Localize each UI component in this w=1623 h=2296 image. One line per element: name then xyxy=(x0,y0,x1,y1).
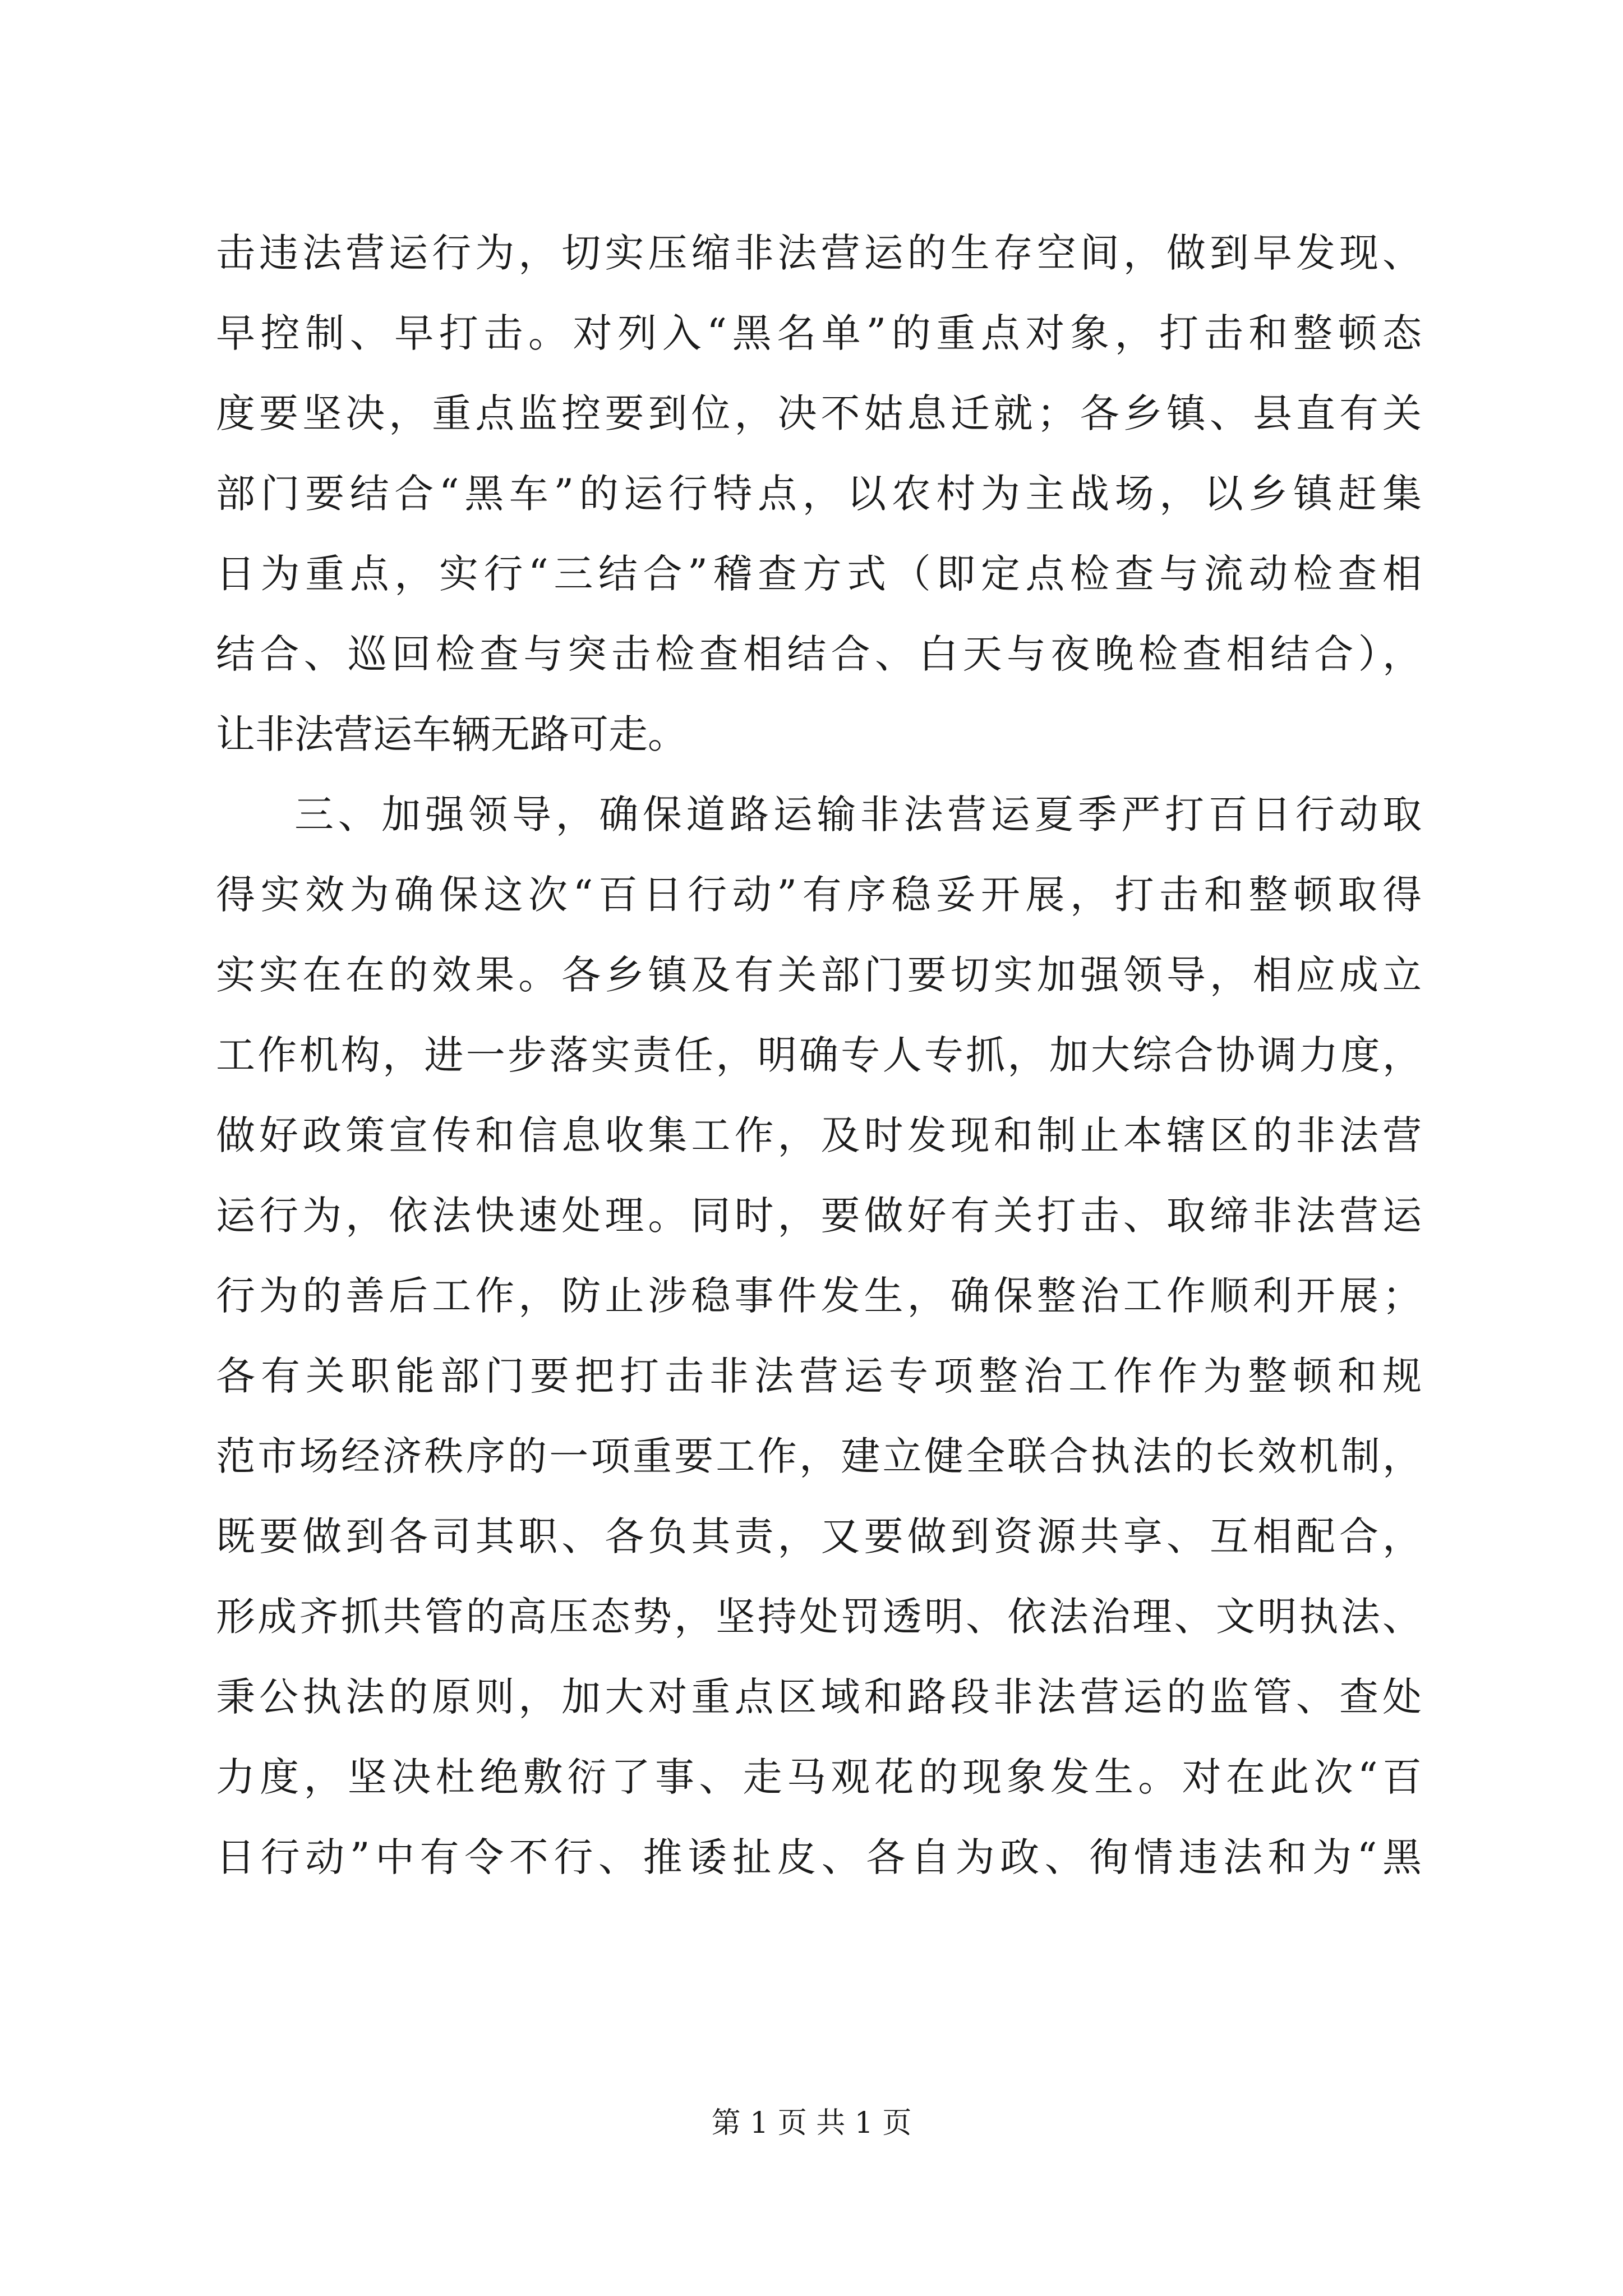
text-line: 既要做到各司其职、各负其责，又要做到资源共享、互相配合， xyxy=(216,1513,1422,1559)
text-line: 秉公执法的原则，加大对重点区域和路段非法营运的监管、查处 xyxy=(216,1674,1422,1720)
text-line: 日行动”中有令不行、推诿扯皮、各自为政、徇情违法和为“黑 xyxy=(216,1834,1422,1880)
text-line: 日为重点，实行“三结合”稽查方式（即定点检查与流动检查相 xyxy=(216,551,1422,597)
text-line: 各有关职能部门要把打击非法营运专项整治工作作为整顿和规 xyxy=(216,1353,1422,1399)
page-footer xyxy=(0,2104,1623,2143)
page-number-label: 第 1 页 共 1 页 xyxy=(711,2106,912,2140)
text-line: 力度，坚决杜绝敷衍了事、走马观花的现象发生。对在此次“百 xyxy=(216,1754,1422,1800)
text-line: 结合、巡回检查与突击检查相结合、白天与夜晚检查相结合）， xyxy=(216,631,1422,677)
text-line: 做好政策宣传和信息收集工作，及时发现和制止本辖区的非法营 xyxy=(216,1112,1422,1158)
text-line: 工作机构，进一步落实责任，明确专人专抓，加大综合协调力度， xyxy=(216,1032,1422,1078)
text-line: 击违法营运行为，切实压缩非法营运的生存空间，做到早发现、 xyxy=(216,230,1422,276)
document-body xyxy=(216,213,1422,1898)
text-line: 早控制、早打击。对列入“黑名单”的重点对象，打击和整顿态 xyxy=(216,310,1422,356)
text-line: 部门要结合“黑车”的运行特点，以农村为主战场，以乡镇赶集 xyxy=(216,471,1422,517)
text-line: 范市场经济秩序的一项重要工作，建立健全联合执法的长效机制， xyxy=(216,1433,1422,1479)
text-line: 让非法营运车辆无路可走。 xyxy=(216,711,687,757)
text-line: 行为的善后工作，防止涉稳事件发生，确保整治工作顺利开展； xyxy=(216,1273,1422,1319)
text-line: 形成齐抓共管的高压态势，坚持处罚透明、依法治理、文明执法、 xyxy=(216,1594,1422,1640)
text-line: 运行为，依法快速处理。同时，要做好有关打击、取缔非法营运 xyxy=(216,1193,1422,1239)
text-line: 得实效为确保这次“百日行动”有序稳妥开展，打击和整顿取得 xyxy=(216,872,1422,918)
section-heading-line: 三、加强领导，确保道路运输非法营运夏季严打百日行动取 xyxy=(294,792,1422,838)
text-line: 度要坚决，重点监控要到位，决不姑息迁就；各乡镇、县直有关 xyxy=(216,390,1422,436)
text-line: 实实在在的效果。各乡镇及有关部门要切实加强领导，相应成立 xyxy=(216,952,1422,998)
